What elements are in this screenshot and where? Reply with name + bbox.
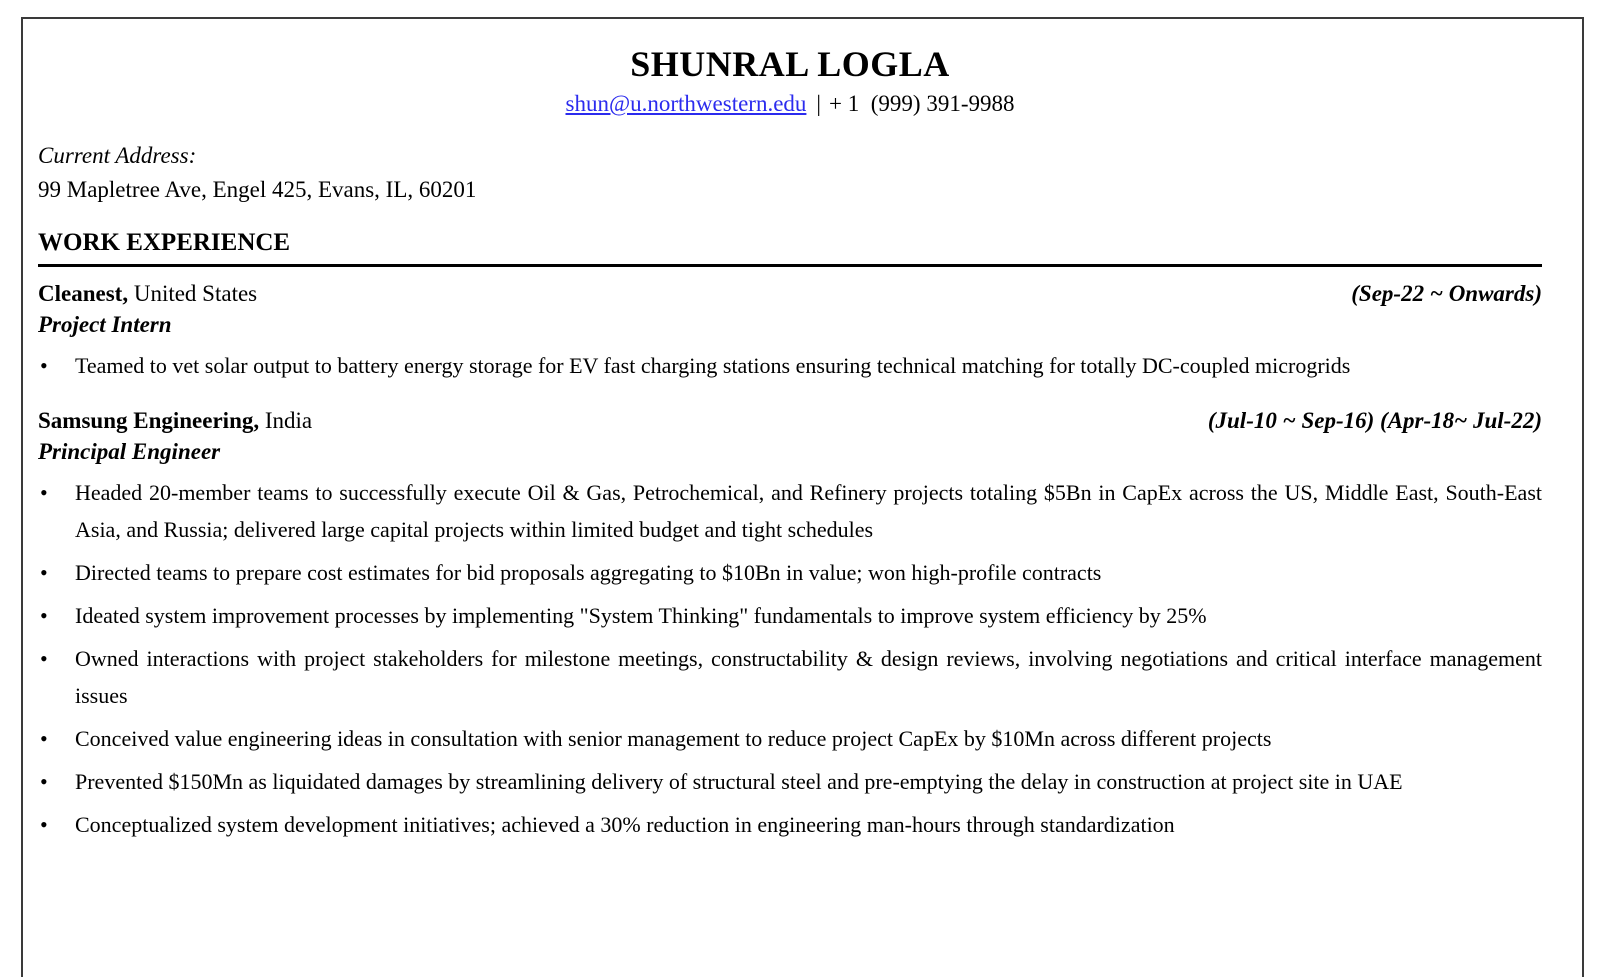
job-header: [38, 281, 1542, 307]
bullet-text: Prevented $150Mn as liquidated damages by streamlining delivery of structural steel and pre-emptying the delay in construction at project site in UAE: [75, 769, 1403, 794]
email-link[interactable]: shun@u.northwestern.edu: [565, 91, 807, 116]
job-entry-cleanest: [38, 281, 1542, 384]
company-name: Cleanest,: [38, 281, 129, 306]
job-dates: (Jul-10 ~ Sep-16) (Apr-18~ Jul-22): [1207, 408, 1542, 433]
bullet-text: Teamed to vet solar output to battery energy storage for EV fast charging stations ensuring technical matching for totally DC-coupled microgrids: [75, 353, 1351, 378]
job-bullet-list: [38, 347, 1542, 384]
company-location: [38, 281, 257, 307]
bullet-marker: •: [40, 646, 48, 671]
bullet-text: Ideated system improvement processes by implementing "System Thinking" fundamentals to improve system efficiency by 25%: [75, 603, 1207, 628]
bullet-marker: •: [40, 726, 48, 751]
bullet-item: [38, 554, 1542, 591]
address-block: [38, 139, 1542, 207]
address-value: 99 Mapletree Ave, Engel 425, Evans, IL, 60201: [38, 177, 477, 202]
bullet-marker: •: [40, 480, 48, 505]
company-name: Samsung Engineering,: [38, 408, 260, 433]
company-location-text: India: [264, 408, 313, 433]
bullet-marker: •: [40, 812, 48, 837]
bullet-marker: •: [40, 769, 48, 794]
job-entry-samsung-engineering: [38, 408, 1542, 843]
resume-page: [21, 17, 1584, 977]
contact-line: [38, 91, 1542, 117]
bullet-marker: •: [40, 603, 48, 628]
bullet-text: Headed 20-member teams to successfully execute Oil & Gas, Petrochemical, and Refinery projects totaling $5Bn in CapEx across the US, Middle East, South-East Asia, and Russia; delivered large capital projects within limited budget and tight schedules: [75, 480, 1542, 542]
bullet-text: Conceptualized system development initiatives; achieved a 30% reduction in engineering man-hours through standardization: [75, 812, 1175, 837]
resume-content: [23, 19, 1582, 843]
phone-number: + 1 (999) 391-9988: [829, 91, 1015, 116]
bullet-text: Conceived value engineering ideas in consultation with senior management to reduce project CapEx by $10Mn across different projects: [75, 726, 1272, 751]
bullet-item: [38, 763, 1542, 800]
contact-separator: |: [816, 91, 822, 116]
bullet-item: [38, 806, 1542, 843]
job-dates: (Sep-22 ~ Onwards): [1351, 281, 1542, 306]
candidate-name: SHUNRAL LOGLA: [630, 44, 950, 84]
job-role: Principal Engineer: [38, 439, 221, 464]
bullet-item: [38, 474, 1542, 548]
bullet-text: Directed teams to prepare cost estimates for bid proposals aggregating to $10Bn in value; won high-profile contracts: [75, 560, 1102, 585]
bullet-item: [38, 347, 1542, 384]
bullet-marker: •: [40, 560, 48, 585]
job-header: [38, 408, 1542, 434]
company-location: [38, 408, 312, 434]
bullet-text: Owned interactions with project stakeholders for milestone meetings, constructability & design reviews, involving negotiations and critical interface management issues: [75, 646, 1542, 708]
document-header: [38, 43, 1542, 117]
bullet-marker: •: [40, 353, 48, 378]
section-heading-work-experience: WORK EXPERIENCE: [38, 229, 1542, 267]
address-label: Current Address:: [38, 143, 197, 168]
bullet-item: [38, 597, 1542, 634]
bullet-item: [38, 720, 1542, 757]
company-location-text: United States: [133, 281, 258, 306]
job-role: Project Intern: [38, 312, 172, 337]
bullet-item: [38, 640, 1542, 714]
job-bullet-list: [38, 474, 1542, 843]
